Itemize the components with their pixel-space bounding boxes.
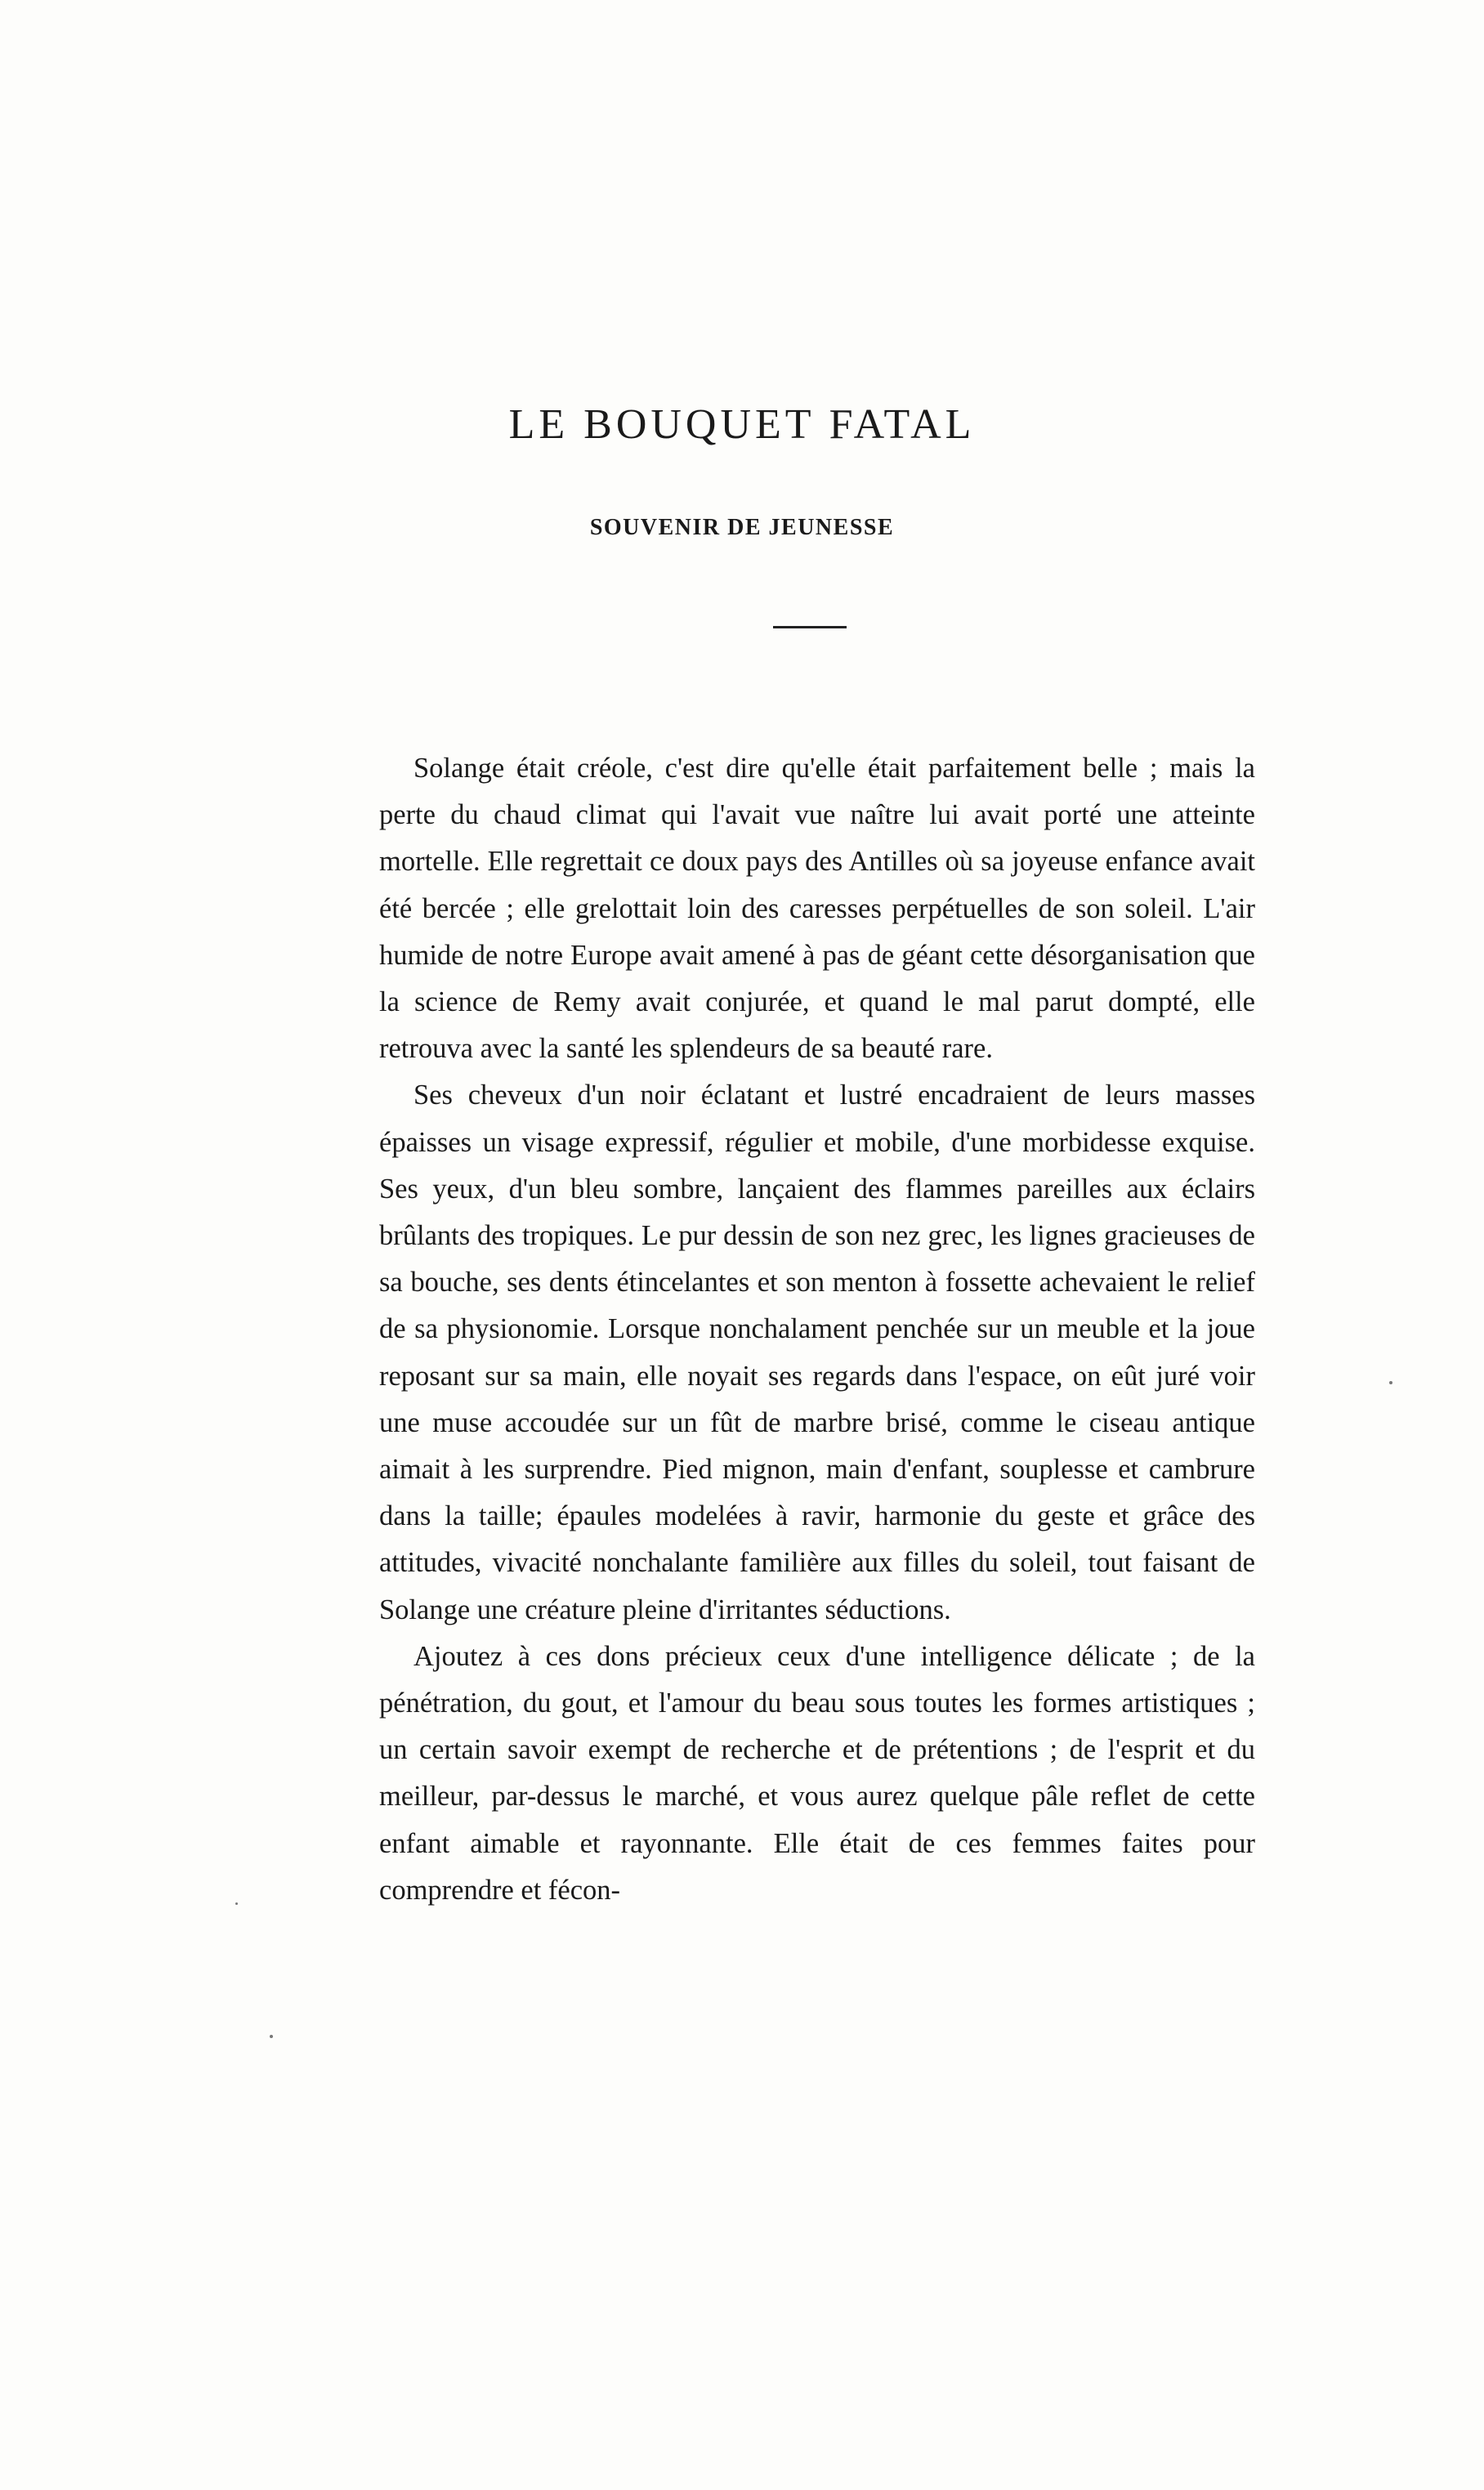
paper-speck — [1389, 1381, 1392, 1384]
paragraph-2: Ses cheveux d'un noir éclatant et lustré encadraient de leurs masses épaisses un visage expressif, régulier et mobile, d'une morbidesse exquise. Ses yeux, d'un bleu sombre, lançaient des flammes pareilles aux éclairs brûlants des tropiques. Le pur dessin de son nez grec, les lignes gracieuses de sa bouche, ses dents étincelantes et son menton à fossette achevaient le relief de sa physionomie. Lorsque nonchalament penchée sur un meuble et la joue reposant sur sa main, elle noyait ses regards dans l'espace, on eût juré voir une muse accoudée sur un fût de marbre brisé, comme le ciseau antique aimait à les surprendre. Pied mignon, main d'enfant, souplesse et cambrure dans la taille; épaules modelées à ravir, harmonie du geste et grâce des attitudes, vivacité nonchalante familière aux filles du soleil, tout faisant de Solange une créature pleine d'irritantes séductions. — [379, 1080, 1255, 1625]
body-text — [379, 745, 1255, 1914]
paper-speck — [270, 2035, 273, 2038]
section-divider — [773, 626, 847, 628]
chapter-title: LE BOUQUET FATAL — [508, 401, 976, 448]
paper-speck — [235, 1902, 238, 1905]
paragraph-1: Solange était créole, c'est dire qu'elle était parfaitement belle ; mais la perte du chaud climat qui l'avait vue naître lui avait porté une atteinte mortelle. Elle regrettait ce doux pays des Antilles où sa joyeuse enfance avait été bercée ; elle grelottait loin des caresses perpétuelles de son soleil. L'air humide de notre Europe avait amené à pas de géant cette désorganisation que la science de Remy avait conjurée, et quand le mal parut dompté, elle retrouva avec la santé les splendeurs de sa beauté rare. — [379, 753, 1255, 1065]
paragraph-3: Ajoutez à ces dons précieux ceux d'une intelligence délicate ; de la pénétration, du gout, et l'amour du beau sous toutes les formes artistiques ; un certain savoir exempt de recherche et de prétentions ; de l'esprit et du meilleur, par-dessus le marché, et vous aurez quelque pâle reflet de cette enfant aimable et rayonnante. Elle était de ces femmes faites pour comprendre et fécon- — [379, 1640, 1255, 1906]
chapter-subtitle: SOUVENIR DE JEUNESSE — [589, 515, 895, 540]
